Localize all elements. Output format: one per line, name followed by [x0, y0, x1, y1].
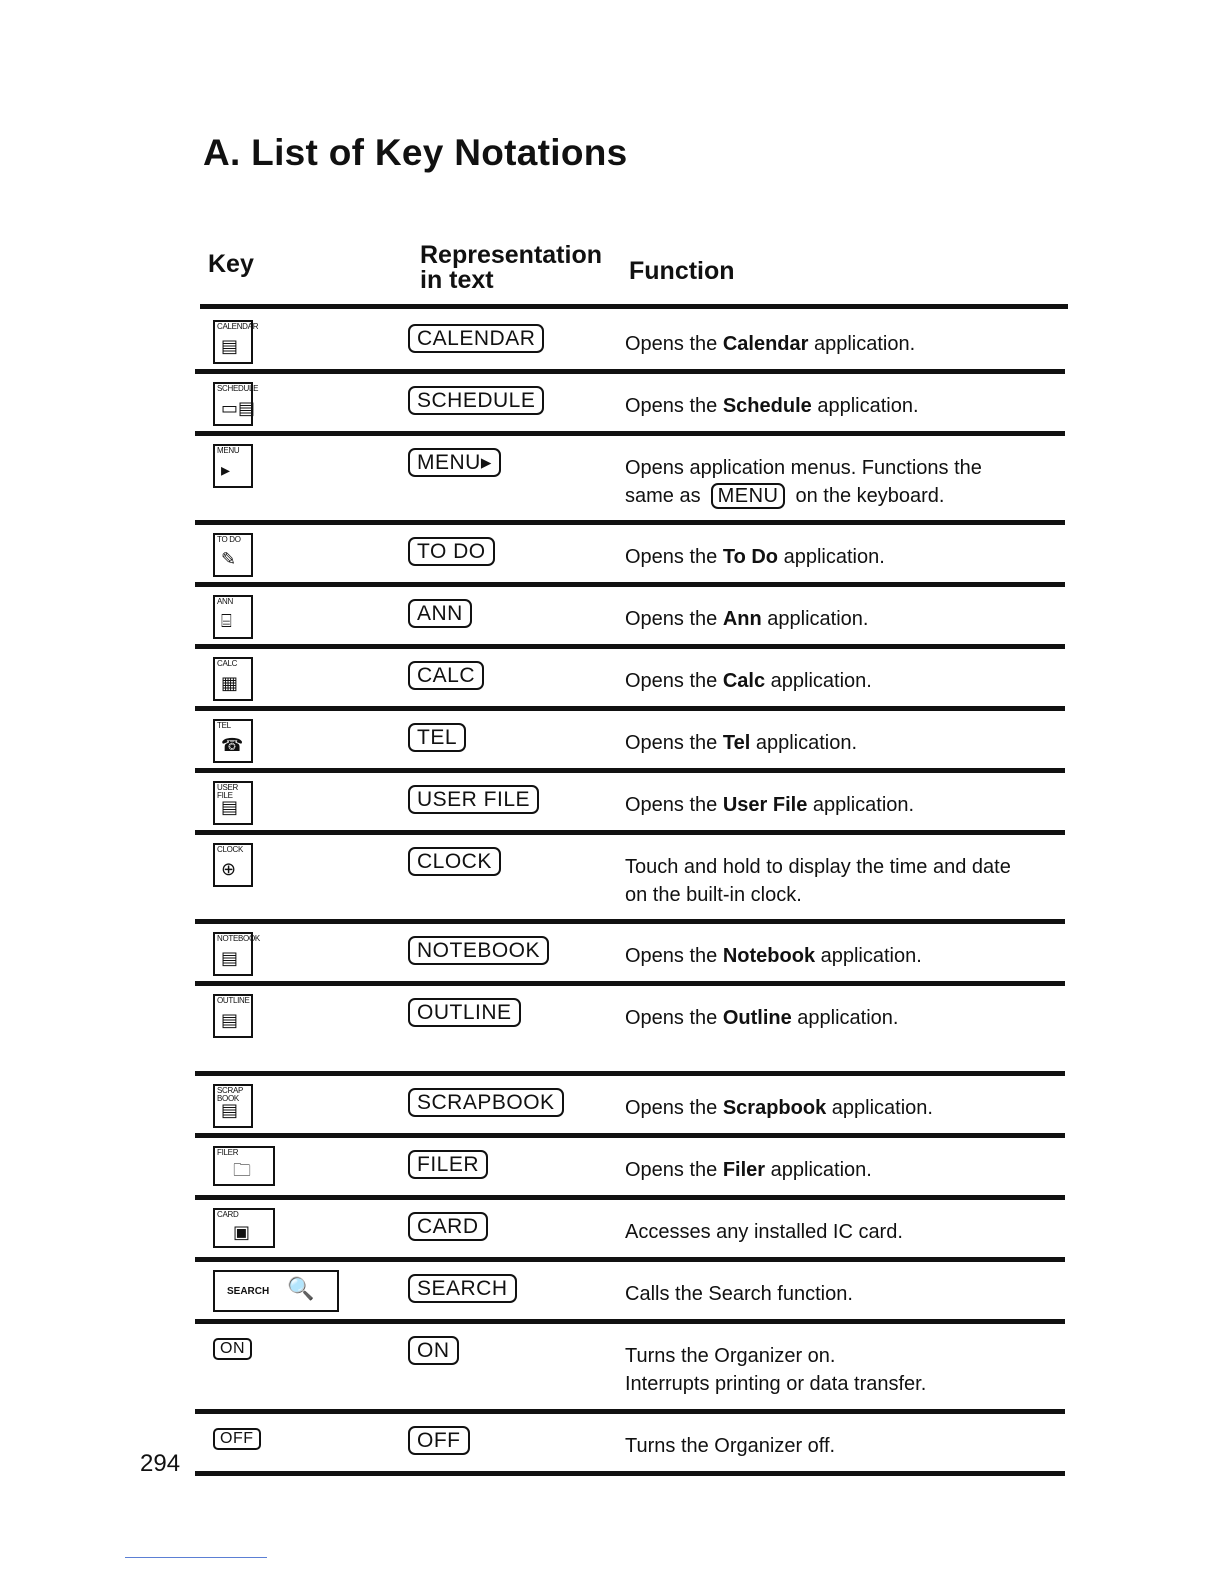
function-text-end: application.: [765, 1159, 872, 1181]
function-text-line2: Interrupts printing or data transfer.: [625, 1373, 927, 1395]
icon-label: CALC: [217, 659, 238, 668]
function-text-start: Turns the Organizer on.: [625, 1345, 836, 1367]
representation-cell: [408, 537, 495, 566]
function-text: [625, 1094, 1055, 1122]
key-cell: [213, 781, 253, 830]
representation-cell: [408, 1088, 564, 1117]
function-text: [625, 667, 1055, 695]
function-text-end: application.: [791, 1007, 899, 1029]
function-text: [625, 454, 1055, 482]
application-name: Notebook: [722, 945, 816, 967]
function-text-start: Calls the Search function.: [625, 1283, 853, 1305]
table-row: [195, 1076, 1065, 1138]
icon-glyph: ▤: [221, 797, 239, 817]
function-text-end: application.: [778, 546, 885, 568]
key-representation: SCRAPBOOK: [408, 1088, 564, 1117]
schedule-icon[interactable]: [213, 382, 259, 426]
function-text-start: Opens the: [625, 546, 723, 568]
application-name: Outline: [722, 1007, 792, 1029]
key-cell: [213, 1146, 275, 1191]
todo-icon[interactable]: [213, 533, 253, 577]
icon-glyph: ☎: [221, 735, 244, 755]
function-cell: [625, 1004, 1055, 1032]
representation-cell: [408, 1426, 470, 1455]
table-row: [195, 711, 1065, 773]
function-text-end: application.: [811, 395, 919, 417]
telephone-icon[interactable]: [213, 719, 253, 763]
representation-cell: [408, 661, 484, 690]
key-cell: [213, 1084, 253, 1133]
page-title: A. List of Key Notations: [203, 132, 628, 173]
function-text-start: Opens the: [625, 945, 723, 967]
representation-cell: [408, 936, 549, 965]
representation-cell: [408, 386, 544, 415]
function-text-line2-end: on the keyboard.: [795, 485, 945, 507]
filer-icon[interactable]: [213, 1146, 275, 1186]
function-cell: [625, 1218, 1055, 1246]
table-row: [195, 1200, 1065, 1262]
function-cell: [625, 454, 1055, 510]
icon-label: CLOCK: [217, 845, 244, 854]
function-text: [625, 942, 1055, 970]
icon-label: CALENDAR: [217, 322, 259, 331]
key-representation: CALENDAR: [408, 324, 544, 353]
on-key[interactable]: ON: [213, 1338, 252, 1360]
icon-glyph: ▤: [221, 1100, 239, 1120]
function-text-end: application.: [807, 794, 915, 816]
icon-label: NOTEBOOK: [217, 934, 260, 943]
application-name: To Do: [722, 546, 779, 568]
key-representation: CARD: [408, 1212, 488, 1241]
table-row: [195, 649, 1065, 711]
function-text-start: Opens the: [625, 333, 723, 355]
table-row: [195, 1324, 1065, 1414]
function-text: [625, 1004, 1055, 1032]
key-representation: SCHEDULE: [408, 386, 544, 415]
representation-cell: [408, 599, 472, 628]
function-text-start: Touch and hold to display the time and date: [625, 856, 1011, 878]
key-cell: [213, 444, 253, 493]
calc-icon[interactable]: [213, 657, 253, 701]
icon-label: ANN: [217, 597, 233, 606]
function-cell: [625, 543, 1055, 571]
outline-icon[interactable]: [213, 994, 253, 1038]
function-text-start: Opens the: [625, 1097, 723, 1119]
function-text: [625, 1342, 1055, 1370]
function-text-end: application.: [815, 945, 922, 967]
icon-label: OUTLINE: [217, 996, 250, 1005]
key-representation: SEARCH: [408, 1274, 517, 1303]
table-row: [195, 1262, 1065, 1324]
representation-cell: [408, 1336, 459, 1365]
icon-glyph: ▦: [221, 673, 239, 693]
icon-glyph: ▤: [221, 1010, 239, 1030]
key-representation: CALC: [408, 661, 484, 690]
function-cell: [625, 1094, 1055, 1122]
representation-cell: [408, 448, 501, 477]
key-cell: [213, 1338, 252, 1360]
key-cell: [213, 994, 253, 1043]
calendar-icon[interactable]: [213, 320, 259, 364]
function-text-line2-start: same as: [625, 485, 701, 507]
key-notation-table: [195, 312, 1065, 1476]
icon-label: SCHEDULE: [217, 384, 259, 393]
key-representation: OUTLINE: [408, 998, 521, 1027]
icon-glyph: ▸: [221, 460, 231, 480]
application-name: Calendar: [722, 333, 809, 355]
function-text-line2: on the built-in clock.: [625, 884, 802, 906]
function-text-start: Opens the: [625, 1007, 723, 1029]
key-representation: NOTEBOOK: [408, 936, 549, 965]
header-rule: [200, 304, 1068, 309]
key-representation: USER FILE: [408, 785, 539, 814]
function-cell: [625, 942, 1055, 970]
icon-glyph: ✎: [221, 549, 237, 569]
function-text-end: application.: [826, 1097, 933, 1119]
key-representation: CLOCK: [408, 847, 501, 876]
table-row: [195, 835, 1065, 924]
column-header-key: Key: [208, 250, 254, 278]
icon-label: SCRAP BOOK: [217, 1086, 243, 1103]
table-row: [195, 924, 1065, 986]
icon-glyph: ▭▤: [221, 398, 256, 418]
function-cell: [625, 791, 1055, 819]
application-name: Tel: [722, 732, 751, 754]
representation-cell: [408, 1212, 488, 1241]
application-name: User File: [722, 794, 808, 816]
function-text: [625, 729, 1055, 757]
scrapbook-icon[interactable]: [213, 1084, 253, 1128]
application-name: Scrapbook: [722, 1097, 827, 1119]
icon-label: TO DO: [217, 535, 241, 544]
representation-cell: [408, 324, 544, 353]
table-row: [195, 986, 1065, 1076]
application-name: Filer: [722, 1159, 766, 1181]
page-number: 294: [140, 1450, 181, 1477]
key-cell: [213, 843, 253, 892]
function-text-start: Opens the: [625, 794, 723, 816]
function-text: [625, 853, 1055, 881]
table-row: [195, 1414, 1065, 1476]
function-text-end: application.: [808, 333, 916, 355]
icon-glyph: ⌸: [221, 611, 232, 631]
key-cell: [213, 1428, 261, 1450]
function-text-start: Opens the: [625, 670, 723, 692]
function-text: [625, 1156, 1055, 1184]
function-cell: [625, 667, 1055, 695]
representation-cell: [408, 1150, 488, 1179]
icon-label: CARD: [217, 1210, 239, 1219]
function-cell: [625, 1432, 1055, 1460]
function-text-start: Opens the: [625, 732, 723, 754]
key-representation: TO DO: [408, 537, 495, 566]
icon-label: FILER: [217, 1148, 239, 1157]
function-text-start: Opens application menus. Functions the: [625, 457, 982, 479]
key-cell: [213, 657, 253, 706]
search-icon[interactable]: [213, 1270, 339, 1312]
function-text-start: Accesses any installed IC card.: [625, 1221, 903, 1243]
function-text-end: application.: [750, 732, 858, 754]
representation-cell: [408, 723, 466, 752]
key-representation: TEL: [408, 723, 466, 752]
function-cell: [625, 330, 1055, 358]
function-cell: [625, 729, 1055, 757]
key-representation: FILER: [408, 1150, 488, 1179]
representation-cell: [408, 847, 501, 876]
representation-cell: [408, 785, 539, 814]
function-text: [625, 543, 1055, 571]
function-text-start: Opens the: [625, 395, 723, 417]
key-cell: [213, 320, 259, 369]
column-header-function: Function: [629, 257, 735, 285]
representation-cell: [408, 1274, 517, 1303]
icon-glyph: ▤: [221, 948, 239, 968]
application-name: Schedule: [722, 395, 812, 417]
representation-cell: [408, 998, 521, 1027]
icon-label: TEL: [217, 721, 231, 730]
function-text: [625, 1432, 1055, 1460]
key-cell: [213, 533, 253, 582]
icon-glyph: 🔍: [287, 1276, 315, 1301]
icon-glyph: ▣: [233, 1222, 251, 1242]
ann-icon[interactable]: [213, 595, 253, 639]
function-text-line2: [625, 482, 1055, 510]
key-cell: [213, 382, 259, 431]
function-text: [625, 1218, 1055, 1246]
function-text: [625, 1280, 1055, 1308]
function-cell: [625, 1280, 1055, 1308]
key-cell: [213, 595, 253, 644]
function-cell: [625, 853, 1055, 909]
function-text-end: application.: [761, 608, 869, 630]
table-row: [195, 587, 1065, 649]
notebook-icon[interactable]: [213, 932, 260, 976]
key-representation: MENU▸: [408, 448, 501, 477]
table-row: [195, 374, 1065, 436]
function-text-start: Opens the: [625, 608, 723, 630]
function-cell: [625, 1342, 1055, 1398]
table-row: [195, 312, 1065, 374]
inline-menu-key: MENU: [711, 483, 786, 509]
table-row: [195, 773, 1065, 835]
function-cell: [625, 605, 1055, 633]
function-text: [625, 392, 1055, 420]
clock-icon[interactable]: [213, 843, 253, 887]
key-cell: [213, 932, 260, 981]
function-cell: [625, 392, 1055, 420]
footer-line: [125, 1557, 267, 1558]
icon-label: MENU: [217, 446, 240, 455]
function-text: [625, 605, 1055, 633]
function-text: [625, 791, 1055, 819]
function-cell: [625, 1156, 1055, 1184]
off-key[interactable]: OFF: [213, 1428, 261, 1450]
key-cell: [213, 719, 253, 768]
user-file-icon[interactable]: [213, 781, 253, 825]
icon-label: USER FILE: [217, 783, 239, 800]
function-text: [625, 330, 1055, 358]
function-text-end: application.: [765, 670, 872, 692]
table-row: [195, 436, 1065, 525]
menu-icon[interactable]: [213, 444, 253, 488]
function-text-start: Opens the: [625, 1159, 723, 1181]
icon-label: SEARCH: [227, 1286, 270, 1297]
table-row: [195, 525, 1065, 587]
key-cell: [213, 1208, 275, 1253]
application-name: Calc: [722, 670, 766, 692]
key-representation: ANN: [408, 599, 472, 628]
key-cell: [213, 1270, 339, 1317]
icon-glyph: 🗀: [233, 1160, 251, 1180]
key-representation: OFF: [408, 1426, 470, 1455]
table-row: [195, 1138, 1065, 1200]
column-header-representation: Representation in text: [420, 241, 602, 294]
icon-glyph: ⊕: [221, 859, 237, 879]
icon-glyph: ▤: [221, 336, 239, 356]
function-text-start: Turns the Organizer off.: [625, 1435, 836, 1457]
key-representation: ON: [408, 1336, 459, 1365]
application-name: Ann: [722, 608, 762, 630]
card-icon[interactable]: [213, 1208, 275, 1248]
